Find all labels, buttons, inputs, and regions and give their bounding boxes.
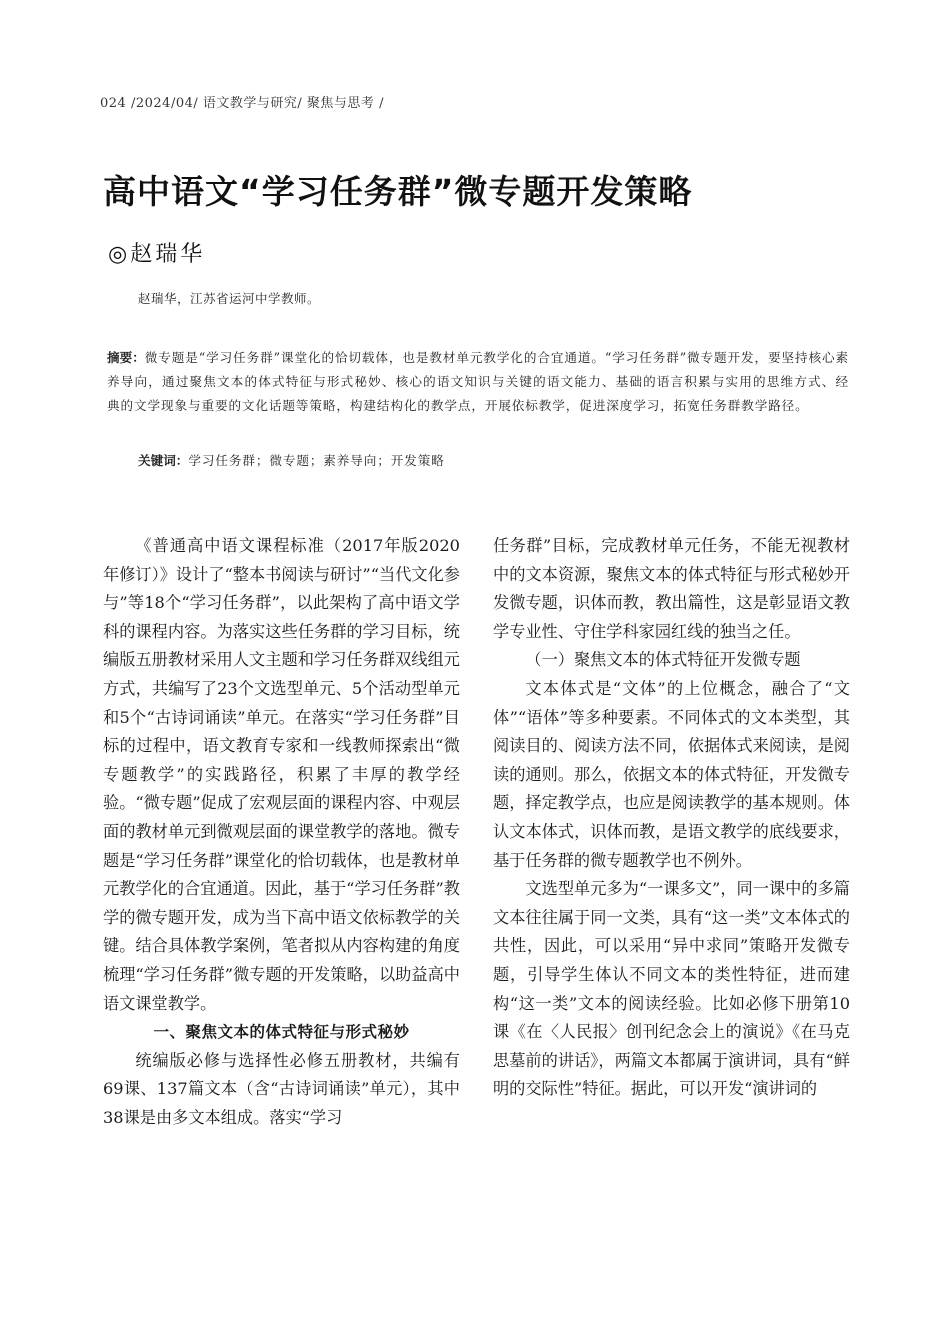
body-paragraph: 任务群”目标，完成教材单元任务，不能无视教材中的文本资源，聚焦文本的体式特征与形式秘妙开发微专题，识体而教，教出篇性，这是彰显语文教学专业性、守住学科家园红线的独当之任。 bbox=[493, 536, 850, 641]
abstract bbox=[107, 346, 849, 418]
article-title: 高中语文“学习任务群”微专题开发策略 bbox=[103, 172, 693, 211]
subsection-heading: （一）聚焦文本的体式特征开发微专题 bbox=[525, 650, 801, 670]
issue-number: 04 bbox=[175, 96, 194, 111]
page-number: 024 bbox=[100, 96, 127, 111]
journal-name: 语文教学与研究 bbox=[202, 96, 298, 111]
body-column-left bbox=[103, 532, 460, 1132]
author-name: ◎赵瑞华 bbox=[108, 242, 206, 267]
issue-year: 2024 bbox=[135, 96, 171, 111]
body-paragraph: 统编版必修与选择性必修五册教材，共编有69课、137篇文本（含“古诗词诵读”单元），其中38课是由多文本组成。落实“学习 bbox=[103, 1050, 460, 1127]
body-paragraph: 文本体式是“文体”的上位概念，融合了“文体”“语体”等多种要素。不同体式的文本类型，其阅读目的、阅读方法不同，依据体式来阅读，是阅读的通则。那么，依据文本的体式特征，开发微专题，择定教学点，也应是阅读教学的基本规则。体认文本体式，识体而教，是语文教学的底线要求，基于任务群的微专题教学也不例外。 bbox=[493, 678, 850, 870]
body-column-right bbox=[493, 532, 850, 1104]
body-paragraph: 文选型单元多为“一课多文”，同一课中的多篇文本往往属于同一文类，具有“这一类”文本体式的共性，因此，可以采用“异中求同”策略开发微专题，引导学生体认不同文本的类性特征，进而建构“这一类”文本的阅读经验。比如必修下册第10课《在〈人民报〉创刊纪念会上的演说》《在马克思墓前的讲话》，两篇文本都属于演讲词，具有“鲜明的交际性”特征。据此，可以开发“演讲词的 bbox=[493, 879, 850, 1099]
keywords-text: 学习任务群；微专题；素养导向；开发策略 bbox=[188, 453, 445, 468]
running-header: 024 /2024/04/ 语文教学与研究/ 聚焦与思考 / bbox=[100, 96, 384, 111]
column-name: 聚焦与思考 bbox=[306, 96, 375, 111]
keywords-label: 关键词： bbox=[138, 453, 189, 468]
section-heading: 一、聚焦文本的体式特征与形式秘妙 bbox=[153, 1023, 410, 1042]
abstract-text: 微专题是“学习任务群”课堂化的恰切载体，也是教材单元教学化的合宜通道。“学习任务群”微专题开发，要坚持核心素养导向，通过聚焦文本的体式特征与形式秘妙、核心的语文知识与关键的语文能力、基础的语言积累与实用的思维方式、经典的文学现象与重要的文化话题等策略，构建结构化的教学点，开展依标教学，促进深度学习，拓宽任务群教学路径。 bbox=[107, 350, 849, 413]
body-paragraph: 《普通高中语文课程标准（2017年版2020年修订）》设计了“整本书阅读与研讨”“当代文化参与”等18个“学习任务群”，以此架构了高中语文学科的课程内容。为落实这些任务群的学习目标，统编版五册教材采用人文主题和学习任务群双线组元方式，共编写了23个文选型单元、5个活动型单元和5个“古诗词诵读”单元。在落实“学习任务群”目标的过程中，语文教育专家和一线教师探索出“微专题教学”的实践路径，积累了丰厚的教学经验。“微专题”促成了宏观层面的课程内容、中观层面的教材单元到微观层面的课堂教学的落地。微专题是“学习任务群”课堂化的恰切载体，也是教材单元教学化的合宜通道。因此，基于“学习任务群”教学的微专题开发，成为当下高中语文依标教学的关键。结合具体教学案例，笔者拟从内容构建的角度梳理“学习任务群”微专题的开发策略，以助益高中语文课堂教学。 bbox=[103, 536, 460, 1013]
abstract-label: 摘要： bbox=[107, 350, 145, 365]
keywords bbox=[138, 450, 445, 469]
author-note: 赵瑞华，江苏省运河中学教师。 bbox=[138, 291, 321, 306]
